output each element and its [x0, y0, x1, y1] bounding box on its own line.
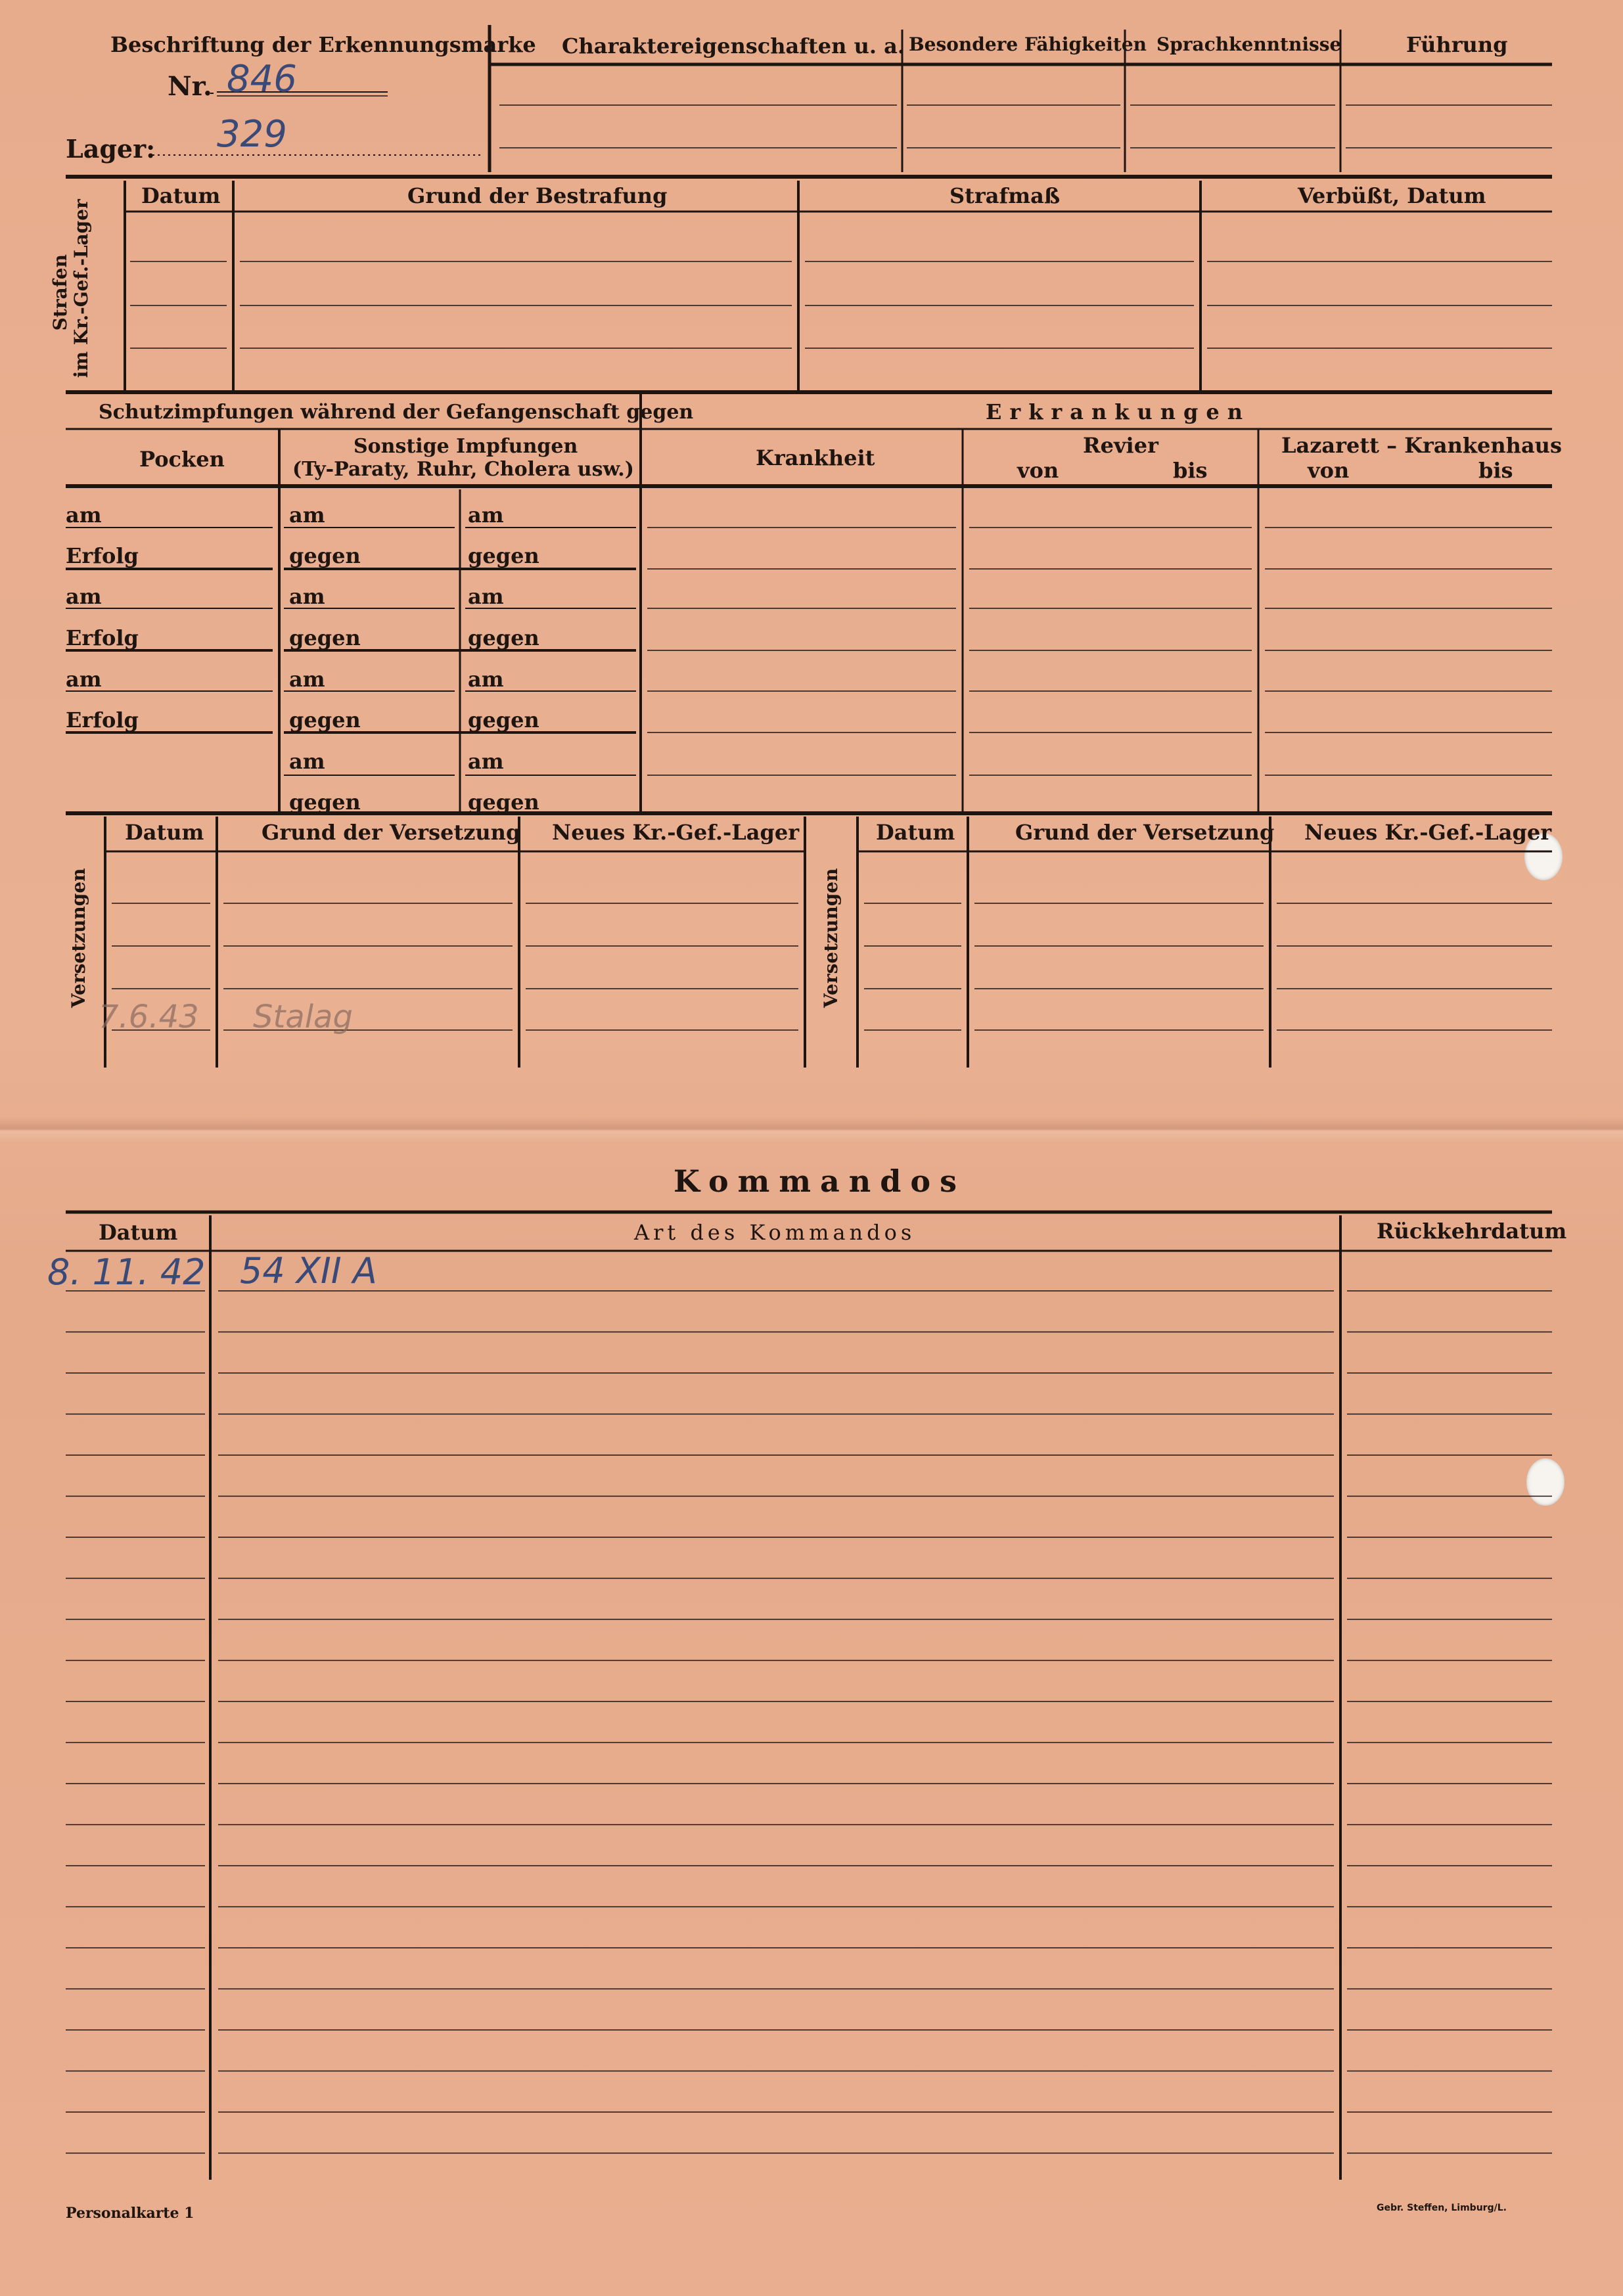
- vers-hand-datum: 7.6.43: [99, 999, 199, 1035]
- strafen-col-datum: Datum: [141, 183, 221, 208]
- sonstige-header-2: (Ty-Paraty, Ruhr, Cholera usw.): [292, 458, 634, 481]
- vers-left-col-datum: Datum: [125, 820, 204, 845]
- kommandos-title: Kommandos: [674, 1163, 966, 1199]
- left-row-1: am: [66, 503, 102, 528]
- sonstige-header-1: Sonstige Impfungen: [354, 435, 578, 458]
- vers-left-col-grund: Grund der Versetzung: [262, 820, 521, 845]
- mid-b-row-2: gegen: [468, 543, 539, 568]
- vers-right-col-datum: Datum: [876, 820, 955, 845]
- left-row-6: Erfolg: [66, 708, 139, 732]
- erkennungsmarke-label: Beschriftung der Erkennungsmarke: [110, 32, 536, 57]
- vers-hand-grund: Stalag: [253, 999, 353, 1035]
- nr-label: Nr.: [168, 71, 212, 102]
- footer-printer: Gebr. Steffen, Limburg/L.: [1377, 2203, 1507, 2213]
- krankheit-header: Krankheit: [756, 445, 875, 470]
- left-row-3: am: [66, 584, 102, 609]
- mid-b-row-7: am: [468, 749, 504, 774]
- faehigkeiten-header: Besondere Fähigkeiten: [909, 34, 1147, 55]
- lazarett-header: Lazarett – Krankenhaus: [1281, 433, 1562, 458]
- erkrankungen-title: Erkrankungen: [986, 399, 1250, 424]
- mid-b-row-1: am: [468, 503, 504, 528]
- strafen-col-verbuesst: Verbüßt, Datum: [1298, 183, 1486, 208]
- sprachen-header: Sprachkenntnisse: [1156, 34, 1342, 55]
- lager-label: Lager:: [66, 134, 156, 164]
- impfungen-title: Schutzimpfungen während der Gefangenschaft gegen: [99, 401, 694, 424]
- kommandos-col-datum: Datum: [99, 1220, 178, 1245]
- vers-right-col-lager: Neues Kr.-Gef.-Lager: [1304, 820, 1552, 845]
- lager-value: 329: [217, 113, 287, 156]
- lazarett-bis: bis: [1478, 458, 1513, 483]
- charakter-header: Charaktereigenschaften u. a.: [562, 34, 905, 58]
- vers-right-col-grund: Grund der Versetzung: [1015, 820, 1275, 845]
- strafen-side-label: Strafen im Kr.-Gef.-Lager: [49, 199, 92, 378]
- revier-bis: bis: [1173, 458, 1208, 483]
- versetzungen-side-label-left: Versetzungen: [67, 868, 89, 1008]
- mid-a-row-8: gegen: [289, 790, 361, 815]
- mid-a-row-1: am: [289, 503, 325, 528]
- nr-value: 846: [227, 58, 297, 101]
- mid-b-row-5: am: [468, 667, 504, 692]
- mid-b-row-4: gegen: [468, 625, 539, 650]
- footer-form-id: Personalkarte 1: [66, 2205, 194, 2222]
- revier-header: Revier: [1083, 433, 1158, 458]
- kommandos-entry-date: 8. 11. 42: [47, 1251, 206, 1293]
- mid-a-row-3: am: [289, 584, 325, 609]
- pocken-header: Pocken: [139, 447, 225, 472]
- kommandos-col-rueckkehr: Rückkehrdatum: [1377, 1219, 1567, 1244]
- revier-von: von: [1017, 458, 1059, 483]
- mid-a-row-7: am: [289, 749, 325, 774]
- left-row-4: Erfolg: [66, 625, 139, 650]
- vers-left-col-lager: Neues Kr.-Gef.-Lager: [552, 820, 800, 845]
- versetzungen-side-label-right: Versetzungen: [819, 868, 842, 1008]
- strafen-col-grund: Grund der Bestrafung: [407, 183, 668, 208]
- kommandos-col-art: Art des Kommandos: [634, 1220, 916, 1245]
- fuehrung-header: Führung: [1406, 32, 1508, 57]
- left-row-2: Erfolg: [66, 543, 139, 568]
- left-row-5: am: [66, 667, 102, 692]
- strafen-col-strafmass: Strafmaß: [949, 183, 1061, 208]
- mid-b-row-6: gegen: [468, 708, 539, 732]
- mid-a-row-6: gegen: [289, 708, 361, 732]
- mid-b-row-8: gegen: [468, 790, 539, 815]
- mid-b-row-3: am: [468, 584, 504, 609]
- kommandos-entry-art: 54 XII A: [240, 1250, 377, 1292]
- mid-a-row-5: am: [289, 667, 325, 692]
- mid-a-row-2: gegen: [289, 543, 361, 568]
- lazarett-von: von: [1308, 458, 1350, 483]
- mid-a-row-4: gegen: [289, 625, 361, 650]
